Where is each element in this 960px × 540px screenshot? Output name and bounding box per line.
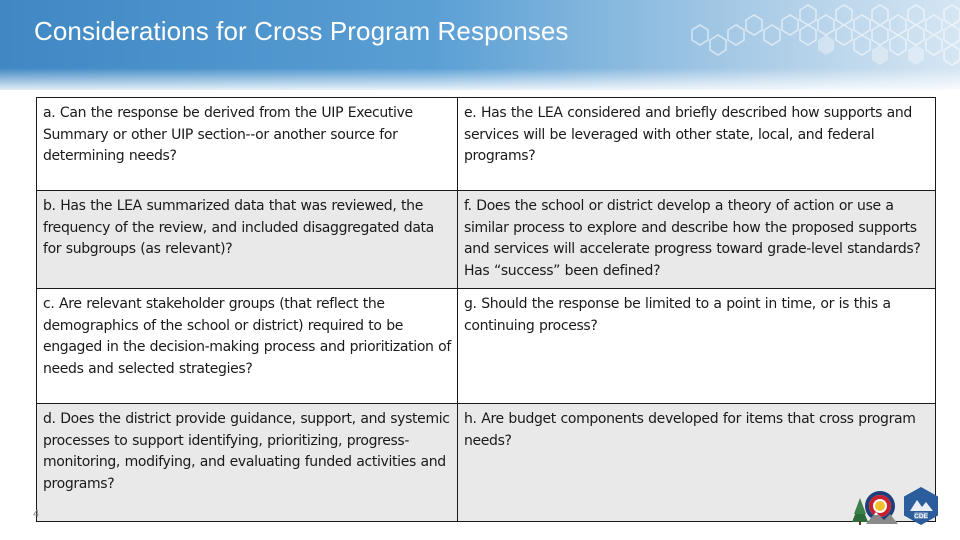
slide-header <box>0 0 960 90</box>
cde-logo-text: CDE <box>914 513 928 520</box>
table-row <box>37 191 936 289</box>
cde-logo-icon <box>900 485 942 527</box>
table-row <box>37 289 936 404</box>
colorado-logo-icon <box>848 484 900 526</box>
table-cell-f: f. Does the school or district develop a theory of action or use a similar process to explore and describe how the proposed supports and services will accelerate progress toward grade-level standards? Has “success” been defined? <box>458 191 936 289</box>
table-cell-h: h. Are budget components developed for items that cross program needs? <box>458 404 936 522</box>
slide-title: Considerations for Cross Program Responses <box>34 16 569 46</box>
table-cell-e: e. Has the LEA considered and briefly described how supports and services will be leveraged with other state, local, and federal programs? <box>458 98 936 191</box>
considerations-table <box>36 97 936 522</box>
page-number: 4 <box>33 508 40 520</box>
table-cell-a: a. Can the response be derived from the UIP Executive Summary or other UIP section--or another source for determining needs? <box>37 98 458 191</box>
table-row <box>37 404 936 522</box>
table-cell-d: d. Does the district provide guidance, support, and systemic processes to support identifying, prioritizing, progress-monitoring, modifying, and evaluating funded activities and programs? <box>37 404 458 522</box>
table-cell-g: g. Should the response be limited to a point in time, or is this a continuing process? <box>458 289 936 404</box>
header-fade <box>0 68 960 90</box>
table-cell-c: c. Are relevant stakeholder groups (that reflect the demographics of the school or district) required to be engaged in the decision-making process and prioritization of needs and selected strategies? <box>37 289 458 404</box>
table-row <box>37 98 936 191</box>
table-cell-b: b. Has the LEA summarized data that was reviewed, the frequency of the review, and included disaggregated data for subgroups (as relevant)? <box>37 191 458 289</box>
